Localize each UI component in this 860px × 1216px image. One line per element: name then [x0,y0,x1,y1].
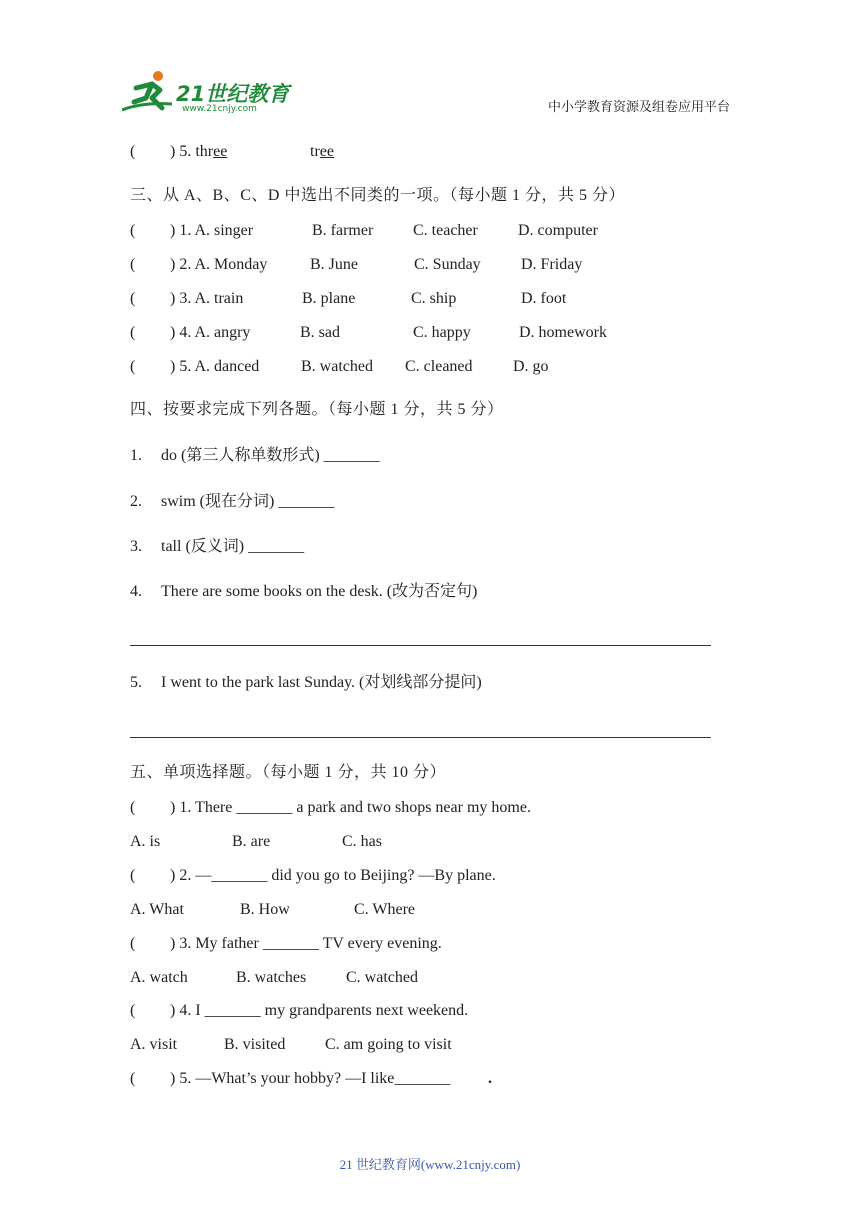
section5-title: 五、单项选择题。（每小题 1 分，共 10 分） [130,764,447,781]
runner-logo-icon [122,68,178,114]
logo [122,68,292,116]
answer-line [130,645,711,646]
logo-main: 21世纪教育 [176,82,290,106]
section3-title: 三、从 A、B、C、D 中选出不同类的一项。（每小题 1 分，共 5 分） [130,187,625,204]
logo-sub: www.21cnjy.com [182,104,257,114]
answer-paren: ( [130,143,136,160]
answer-line [130,737,711,738]
footer-site: 21 世纪教育网(www.21cnjy.com) [339,1157,521,1172]
header-tagline: 中小学教育资源及组卷应用平台 [548,99,731,114]
question-period: . [488,1070,492,1087]
section4-title: 四、按要求完成下列各题。（每小题 1 分，共 5 分） [130,401,504,418]
item-label: ) 5. three [170,143,228,160]
compare-word: tree [310,143,334,160]
